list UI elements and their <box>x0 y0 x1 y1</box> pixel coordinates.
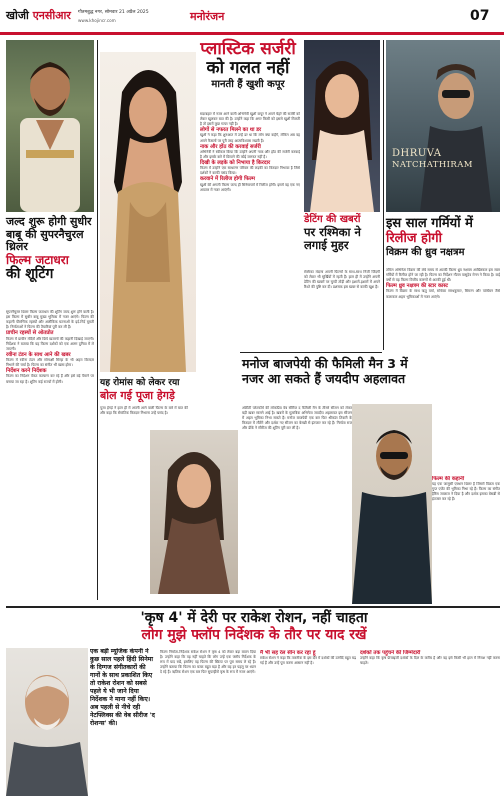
masthead-bar <box>0 32 504 35</box>
khushi-sub-4: करवाने में रिलीज होगी फिल्म <box>200 176 255 183</box>
krrish-body-2 <box>260 650 356 796</box>
khushi-headline-black: को गलत नहीं <box>206 58 290 78</box>
column-divider <box>383 40 384 350</box>
pooja-text: पूजा हेगड़े ने हाल ही में अपनी आने वाली फिल्म के बारे में बात की और कहा कि रोमांटिक किरदार निभाना उन्हें पसंद है। <box>100 406 188 416</box>
poster-title-2: NATCHATHIRAM <box>392 160 473 170</box>
column-divider <box>97 40 98 600</box>
khushi-text-2: खुशी ने कहा कि शुरुआत में उन्हें डर था कि लोग क्या कहेंगे, लेकिन अब वह अपने फैसलों पर पूरी तरह आत्मविश्वास रखती हैं। <box>200 133 300 143</box>
vikram-headline-tail: विक्रम की ध्रुव नक्षत्रम <box>386 247 465 258</box>
manoj-body <box>242 406 352 602</box>
page-number: 07 <box>470 8 490 24</box>
logo-text-red: एनसीआर <box>32 9 71 22</box>
krrish-intro <box>90 648 156 748</box>
jaideep-ahlawat-photo <box>352 404 432 604</box>
vikram-sub-2: फिल्म की कहानी <box>432 476 465 482</box>
website: www.khojincr.com <box>78 18 116 23</box>
khushi-sub-3: दिखी के लड़के को निभाया है किरदार <box>200 160 271 167</box>
logo-text: खोजी <box>6 9 29 22</box>
khushi-sub-1: लोगों से नफरत मिलने का था डर <box>200 127 262 134</box>
edition-info: गौतमबुद्ध नगर, सोमवार 21 अप्रैल 2025 <box>78 10 149 15</box>
newspaper-logo <box>6 8 71 23</box>
manoj-text: ओटीटी प्लेटफॉर्म की लोकप्रिय वेब सीरीज द फैमिली मैन के तीसरे सीजन को लेकर बड़ी खबर सामने आई है। खबरों के मुताबिक अभिनेता जयदीप अहलावत इस सीजन में अहम भूमिका निभा सकते हैं। मनोज बाजपेयी एक बार फिर श्रीकांत तिवारी के किरदार में लौटेंगे और दर्शक नए सीजन का बेसब्री से इंतजार कर रहे हैं। निर्माता राज और डीके ने सीरीज की शूटिंग पूरी कर ली है। <box>242 406 352 431</box>
vikram-text-1: तमिल अभिनेता विक्रम की लंबे समय से अटकी फिल्म ध्रुव नक्षत्रम आखिरकार इस साल गर्मियों में रिलीज होने जा रही है। फिल्म का निर्देशन गौतम वासुदेव मेनन ने किया है। कई वर्षों से यह फिल्म वित्तीय कारणों से अटकी हुई थी। <box>386 268 500 283</box>
khushi-text-5: खुशी की अगली फिल्म जल्द ही सिनेमाघरों में रिलीज होगी। इसमें वह एक नए अवतार में नजर आएंगी। <box>200 182 300 192</box>
jatadhara-text-3: फिल्म में रवीना टंडन और सोनाक्षी सिन्हा के भी अहम किरदार निभाने की चर्चा है। फिल्म का संगीत भी खास होगा। <box>6 358 94 368</box>
jatadhara-headline-black: जल्द शुरू होगी सुधीर बाबू की सुपरनैचुरल थ्रिलर <box>6 215 92 253</box>
jatadhara-sub-1: प्राचीन रहस्यों से ओतप्रोत <box>6 330 54 337</box>
krrish-body-3 <box>360 650 500 796</box>
jatadhara-headline-red: फिल्म जटाधरा <box>6 252 69 267</box>
krrish-headline <box>56 610 452 644</box>
vikram-headline <box>386 216 500 259</box>
krrish-headline-black: 'कृष 4' में देरी पर राकेश रोशन, नहीं चाहता <box>140 610 368 626</box>
pooja-headline-a: यह रोमांस को लेकर रया <box>100 378 180 388</box>
khushi-kapoor-photo <box>100 52 196 372</box>
story-divider <box>240 352 382 353</box>
sudheer-babu-photo <box>6 40 94 212</box>
khushi-text-3: अभिनेत्री ने स्वीकार किया कि उन्होंने अपनी नाक और होंठ की सर्जरी करवाई है और इसके बारे में छिपाने की कोई जरूरत नहीं है। <box>200 149 300 159</box>
rashmika-body <box>304 270 380 350</box>
vikram-sub-1: फिल्म ध्रुव नक्षत्रम की स्टार कास्ट <box>386 283 448 290</box>
khushi-body <box>200 112 300 384</box>
khushi-headline-red: प्लास्टिक सर्जरी <box>200 39 296 59</box>
rashmika-text: रश्मिका मंदाना अपनी फिल्मों के साथ-साथ निजी जिंदगी को लेकर भी सुर्खियों में रहती हैं। हाल ही में उन्होंने अपनी डेटिंग की खबरों पर चुप्पी तोड़ी और इशारों-इशारों में अपने रिश्ते की पुष्टि कर दी। प्रशंसक इस खबर से काफी खुश हैं। <box>304 270 380 290</box>
masthead <box>0 0 504 36</box>
jatadhara-text-1: सुपरनैचुरल थ्रिलर फिल्म जटाधरा की शूटिंग जल्द शुरू होने वाली है। इस फिल्म में सुधीर बाबू मुख्य भूमिका में नजर आएंगे। फिल्म की कहानी पौराणिक रहस्यों और अलौकिक घटनाओं के इर्द-गिर्द घूमती है। निर्माताओं ने फिल्म की तैयारियां पूरी कर ली हैं। <box>6 310 94 330</box>
story-divider <box>6 606 500 608</box>
rashmika-headline-red: डेटिंग की खबरों <box>304 214 361 225</box>
jatadhara-text-2: फिल्म में प्राचीन मंदिरों और छिपे खजानों की कहानी दिखाई जाएगी। निर्देशक ने बताया कि यह फिल्म दर्शकों को एक अलग दुनिया में ले जाएगी। <box>6 336 94 351</box>
pooja-headline-b: बोल गई पूजा हेगड़े <box>100 389 175 402</box>
rashmika-photo <box>304 40 380 212</box>
krrish-body <box>160 650 256 796</box>
krrish-sub-2: दर्शकों तक पहुंचने की जिम्मेदारी <box>360 650 421 656</box>
khushi-sub-2: नाक और होंठ की करवाई सर्जरी <box>200 143 261 150</box>
vikram-headline-black: इस साल गर्मियों में <box>386 216 473 231</box>
section-title: मनोरंजन <box>190 10 225 23</box>
khushi-headline-small: मानती हैं खुशी कपूर <box>211 79 285 90</box>
khushi-text-4: फिल्म में उन्होंने एक साधारण परिवार की लड़की का किरदार निभाया है जिसे दर्शकों ने काफी पसंद किया। <box>200 166 300 176</box>
krrish-text-1: फिल्म निर्माता-निर्देशक राकेश रोशन ने कृष 4 को लेकर बड़ा बयान दिया है। उन्होंने कहा कि वह नहीं चाहते कि लोग उन्हें एक फ्लॉप निर्देशक के रूप में याद रखें, इसलिए वह फिल्म की स्क्रिप्ट पर पूरा समय ले रहे हैं। उन्होंने बताया कि फिल्म का बजट बहुत बड़ा है और वह हर पहलू पर ध्यान दे रहे हैं। ऋतिक रोशन एक बार फिर सुपरहीरो कृष के रूप में नजर आएंगे। <box>160 650 256 675</box>
krrish-headline-red: लोग मुझे फ्लॉप निर्देशक के तौर पर याद रखें <box>141 627 367 643</box>
pooja-hegde-photo <box>150 430 238 594</box>
jatadhara-sub-2: रवीना टंडन के साथ आने की खबर <box>6 351 71 358</box>
rakesh-roshan-photo <box>6 648 88 796</box>
jatadhara-headline <box>6 216 94 282</box>
poster-title: DHRUVA <box>392 148 442 159</box>
krrish-sub-1: मैं भी सह रेल सीन कर रहा हूं <box>260 650 316 656</box>
pooja-headline <box>100 378 200 402</box>
vikram-text-2: फिल्म में विक्रम के साथ ऋतु वर्मा, राधिका सरथकुमार, सिमरन और पार्थिबन जैसे कलाकार अहम भूमिकाओं में नजर आएंगे। <box>386 289 500 299</box>
krrish-text-3: उन्होंने कहा कि कृष फ्रेंचाइजी दर्शकों के दिल के करीब है और वह इसे किसी भी हाल में निराश नहीं करना चाहते। <box>360 656 500 666</box>
jatadhara-headline-tail: की शूटिंग <box>6 265 54 282</box>
krrish-text-2: राकेश रोशन ने कहा कि तकनीक के इस दौर में दर्शकों की उम्मीदें बहुत बढ़ गई हैं और उन्हें पूरा करना आसान नहीं है। <box>260 656 356 666</box>
jatadhara-sub-3: निर्देशन करने निर्देशक <box>6 368 47 375</box>
dhruva-natchathiram-poster <box>386 40 500 212</box>
khushi-intro: सदाबहार में नजर आने वाली अभिनेत्री खुशी कपूर ने अपने चेहरे की सर्जरी को लेकर खुलकर बात की है। उन्होंने कहा कि अगर किसी को इससे खुशी मिलती है तो इसमें कुछ गलत नहीं है। <box>200 112 300 127</box>
vikram-body-2 <box>432 476 500 606</box>
vikram-headline-red: रिलीज होगी <box>386 231 442 246</box>
manoj-headline <box>242 356 422 386</box>
krrish-intro-text: एक बड़ी म्यूजिक कंपनी ने कुछ साल पहले हिंदी सिनेमा के दिग्गज संगीतकारों की गानों के साथ प्रकाशित किए तो राकेश रोशन को सबसे पहले ये भी जाने दिया निर्देशक ने माना नहीं किए। अब पहली से नीचे रही नेटफ्लिक्स की वेब सीरीज 'द रोशन्स' की। <box>90 648 155 727</box>
vikram-text-3: यह एक जासूसी एक्शन थ्रिलर है जिसमें विक्रम एक गुप्त एजेंट की भूमिका निभा रहे हैं। फिल्म का संगीत हैरिस जयराज ने दिया है और दर्शक इसका बेसब्री से इंतजार कर रहे हैं। <box>432 482 500 502</box>
rashmika-headline <box>304 214 380 252</box>
rashmika-headline-black: पर रश्मिका ने लगाई मुहर <box>304 225 361 252</box>
jatadhara-text-4: फिल्म का निर्देशन वेंकट कल्याण कर रहे हैं और इसे बड़े पैमाने पर बनाया जा रहा है। शूटिंग कई राज्यों में होगी। <box>6 374 94 384</box>
khushi-headline <box>196 40 300 91</box>
manoj-headline-text: मनोज बाजपेयी की फैमिली मैन 3 में नजर आ सकते हैं जयदीप अहलावत <box>242 356 408 386</box>
